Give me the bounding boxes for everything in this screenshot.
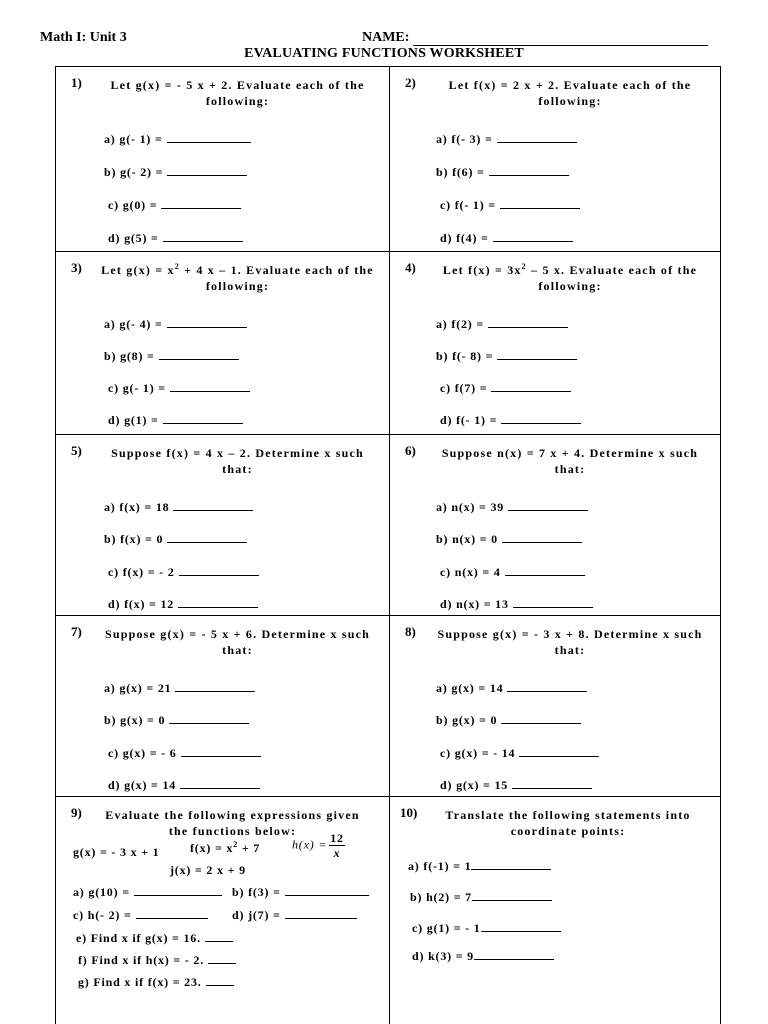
- q8-item-b: b) g(x) = 0: [436, 711, 581, 728]
- answer-blank[interactable]: [489, 163, 569, 176]
- answer-blank[interactable]: [501, 711, 581, 724]
- question-10-box: [389, 796, 721, 1024]
- answer-blank[interactable]: [163, 411, 243, 424]
- q9-func-f: $f(x) = x^2 + 7$: [190, 840, 261, 855]
- answer-blank[interactable]: [519, 744, 599, 757]
- answer-blank[interactable]: [167, 163, 247, 176]
- answer-blank[interactable]: [178, 595, 258, 608]
- answer-blank[interactable]: [205, 929, 233, 942]
- answer-blank[interactable]: [493, 229, 573, 242]
- q9-item-g: g) Find x if f(x) = 23.: [78, 973, 234, 990]
- q9-item-d: d) j(7) =: [232, 906, 357, 923]
- question-9-prompt: Evaluate the following expressions given the functions below:: [105, 808, 360, 838]
- q2-item-c: c) f(- 1) =: [440, 196, 580, 213]
- q1-item-c: c) g(0) =: [108, 196, 241, 213]
- answer-blank[interactable]: [179, 563, 259, 576]
- question-4-number: 4): [405, 260, 416, 275]
- question-2-box: [389, 66, 721, 252]
- question-6-prompt: Suppose n(x) = 7 x + 4. Determine x such that:: [441, 446, 699, 476]
- answer-blank[interactable]: [136, 906, 208, 919]
- answer-blank[interactable]: [497, 130, 577, 143]
- worksheet-title: EVALUATING FUNCTIONS WORKSHEET: [244, 46, 524, 61]
- answer-blank[interactable]: [175, 679, 255, 692]
- question-1-prompt: Let g(x) = - 5 x + 2. Evaluate each of the following:: [110, 78, 365, 108]
- answer-blank[interactable]: [472, 888, 552, 901]
- q7-item-d: d) g(x) = 14: [108, 776, 260, 793]
- question-9-box: [55, 796, 390, 1024]
- question-9-number: 9): [71, 805, 82, 820]
- answer-blank[interactable]: [502, 530, 582, 543]
- answer-blank[interactable]: [501, 411, 581, 424]
- question-5-box: [55, 434, 390, 616]
- answer-blank[interactable]: [163, 229, 243, 242]
- answer-blank[interactable]: [481, 919, 561, 932]
- question-1-box: [55, 66, 390, 252]
- question-8-number: 8): [405, 624, 416, 639]
- q8-item-a: a) g(x) = 14: [436, 679, 587, 696]
- question-8-prompt: Suppose g(x) = - 3 x + 8. Determine x such that:: [437, 627, 703, 657]
- answer-blank[interactable]: [180, 776, 260, 789]
- q4-item-b: b) f(- 8) =: [436, 347, 577, 364]
- name-label: NAME:: [362, 30, 410, 45]
- q9-item-c: c) h(- 2) =: [73, 906, 208, 923]
- q10-item-d: d) k(3) = 9: [412, 947, 554, 964]
- q1-item-b: b) g(- 2) =: [104, 163, 247, 180]
- question-6-number: 6): [405, 443, 416, 458]
- name-blank[interactable]: [413, 31, 708, 46]
- q9-item-b: b) f(3) =: [232, 883, 369, 900]
- q9-func-j: j(x) = 2 x + 9: [170, 863, 246, 877]
- answer-blank[interactable]: [512, 776, 592, 789]
- q2-item-d: d) f(4) =: [440, 229, 573, 246]
- q9-item-f: f) Find x if h(x) = - 2.: [78, 951, 236, 968]
- unit-label: Math I: Unit 3: [40, 30, 127, 45]
- question-2-prompt: Let f(x) = 2 x + 2. Evaluate each of the following:: [448, 78, 692, 108]
- q7-item-b: b) g(x) = 0: [104, 711, 249, 728]
- q8-item-c: c) g(x) = - 14: [440, 744, 599, 761]
- q5-item-d: d) f(x) = 12: [108, 595, 258, 612]
- question-5-number: 5): [71, 443, 82, 458]
- q10-item-c: c) g(1) = - 1: [412, 919, 561, 936]
- q6-item-c: c) n(x) = 4: [440, 563, 585, 580]
- question-8-box: [389, 615, 721, 797]
- q7-item-c: c) g(x) = - 6: [108, 744, 261, 761]
- q9-func-h: h(x) = $\frac{12}{x}$: [292, 831, 344, 860]
- q5-item-c: c) f(x) = - 2: [108, 563, 259, 580]
- question-7-number: 7): [71, 624, 82, 639]
- q3-item-a: a) g(- 4) =: [104, 315, 247, 332]
- answer-blank[interactable]: [285, 906, 357, 919]
- answer-blank[interactable]: [208, 951, 236, 964]
- question-7-box: [55, 615, 390, 797]
- answer-blank[interactable]: [285, 883, 369, 896]
- answer-blank[interactable]: [505, 563, 585, 576]
- q3-item-c: c) g(- 1) =: [108, 379, 250, 396]
- answer-blank[interactable]: [491, 379, 571, 392]
- answer-blank[interactable]: [167, 530, 247, 543]
- name-field: [362, 30, 708, 46]
- q4-item-c: c) f(7) =: [440, 379, 571, 396]
- q6-item-b: b) n(x) = 0: [436, 530, 582, 547]
- q6-item-a: a) n(x) = 39: [436, 498, 588, 515]
- question-5-prompt: Suppose f(x) = 4 x – 2. Determine x such that:: [111, 446, 364, 476]
- q3-item-b: b) g(8) =: [104, 347, 239, 364]
- answer-blank[interactable]: [500, 196, 580, 209]
- q4-item-d: d) f(- 1) =: [440, 411, 581, 428]
- answer-blank[interactable]: [167, 130, 251, 143]
- answer-blank[interactable]: [488, 315, 568, 328]
- answer-blank[interactable]: [474, 947, 554, 960]
- question-3-box: [55, 251, 390, 435]
- answer-blank[interactable]: [173, 498, 253, 511]
- answer-blank[interactable]: [161, 196, 241, 209]
- fraction: $\frac{12}{x}$: [330, 831, 344, 860]
- answer-blank[interactable]: [167, 315, 247, 328]
- answer-blank[interactable]: [134, 883, 222, 896]
- q9-item-e: e) Find x if g(x) = 16.: [76, 929, 233, 946]
- q9-item-a: a) g(10) =: [73, 883, 222, 900]
- q1-item-a: a) g(- 1) =: [104, 130, 251, 147]
- q10-item-b: b) h(2) = 7: [410, 888, 552, 905]
- answer-blank[interactable]: [169, 711, 249, 724]
- answer-blank[interactable]: [170, 379, 250, 392]
- q10-item-a: a) f(-1) = 1: [408, 857, 551, 874]
- q1-item-d: d) g(5) =: [108, 229, 243, 246]
- question-7-prompt: Suppose g(x) = - 5 x + 6. Determine x such that:: [104, 627, 371, 657]
- answer-blank[interactable]: [159, 347, 239, 360]
- question-2-number: 2): [405, 75, 416, 90]
- answer-blank[interactable]: [497, 347, 577, 360]
- answer-blank[interactable]: [471, 857, 551, 870]
- question-1-number: 1): [71, 75, 82, 90]
- q5-item-a: a) f(x) = 18: [104, 498, 253, 515]
- q2-item-b: b) f(6) =: [436, 163, 569, 180]
- answer-blank[interactable]: [508, 498, 588, 511]
- q4-item-a: a) f(2) =: [436, 315, 568, 332]
- question-3-prompt: Let $g(x) = x^2 + 4$ x – 1. Evaluate each of the following:: [101, 262, 374, 293]
- q9-func-g: g(x) = - 3 x + 1: [73, 845, 160, 859]
- q7-item-a: a) g(x) = 21: [104, 679, 255, 696]
- question-4-prompt: Let $f(x) = 3x^2 - 5$ x. Evaluate each of the following:: [442, 262, 698, 293]
- answer-blank[interactable]: [507, 679, 587, 692]
- question-4-box: [389, 251, 721, 435]
- q2-item-a: a) f(- 3) =: [436, 130, 577, 147]
- q8-item-d: d) g(x) = 15: [440, 776, 592, 793]
- answer-blank[interactable]: [206, 973, 234, 986]
- q6-item-d: d) n(x) = 13: [440, 595, 593, 612]
- q3-item-d: d) g(1) =: [108, 411, 243, 428]
- question-3-number: 3): [71, 260, 82, 275]
- q5-item-b: b) f(x) = 0: [104, 530, 247, 547]
- question-6-box: [389, 434, 721, 616]
- question-10-prompt: Translate the following statements into coordinate points:: [445, 808, 691, 838]
- answer-blank[interactable]: [513, 595, 593, 608]
- answer-blank[interactable]: [181, 744, 261, 757]
- question-10-number: 10): [400, 805, 418, 820]
